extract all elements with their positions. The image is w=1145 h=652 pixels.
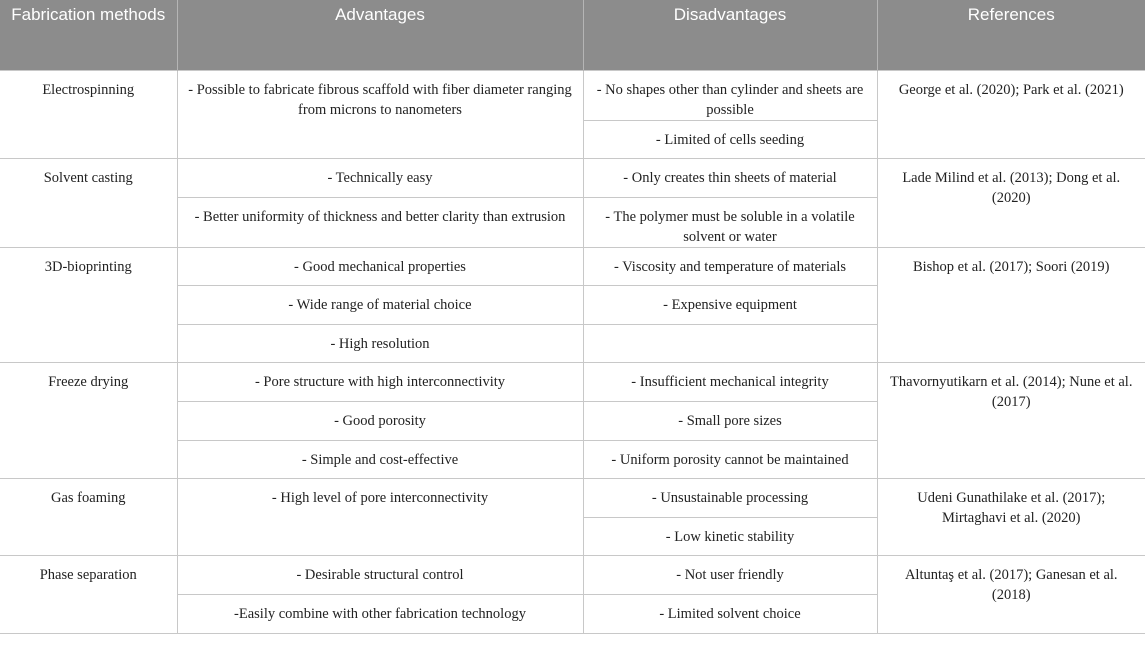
references-cell: George et al. (2020); Park et al. (2021) (877, 70, 1145, 159)
method-cell: Solvent casting (0, 159, 177, 248)
advantage-cell: -Easily combine with other fabrication technology (177, 595, 583, 634)
disadvantage-cell: - Viscosity and temperature of materials (583, 247, 877, 286)
advantage-cell: - Good mechanical properties (177, 247, 583, 286)
references-cell: Bishop et al. (2017); Soori (2019) (877, 247, 1145, 363)
table-row (0, 479, 1145, 518)
references-cell: Altuntaş et al. (2017); Ganesan et al. (2018) (877, 556, 1145, 633)
advantage-cell: - Technically easy (177, 159, 583, 198)
advantage-cell: - Wide range of material choice (177, 286, 583, 325)
disadvantage-cell: - Expensive equipment (583, 286, 877, 325)
table-row (0, 159, 1145, 198)
advantage-cell: - Better uniformity of thickness and better clarity than extrusion (177, 197, 583, 247)
references-cell: Lade Milind et al. (2013); Dong et al. (2020) (877, 159, 1145, 248)
method-cell: Electrospinning (0, 70, 177, 159)
disadvantage-cell: - Small pore sizes (583, 402, 877, 441)
references-cell: Thavornyutikarn et al. (2014); Nune et al. (2017) (877, 363, 1145, 479)
header-row (0, 0, 1145, 70)
method-cell: Freeze drying (0, 363, 177, 479)
header-references: References (877, 0, 1145, 70)
table-row (0, 363, 1145, 402)
disadvantage-cell: - Limited of cells seeding (583, 120, 877, 159)
method-cell: 3D-bioprinting (0, 247, 177, 363)
advantage-cell: - Pore structure with high interconnectivity (177, 363, 583, 402)
disadvantage-cell: - Uniform porosity cannot be maintained (583, 440, 877, 479)
disadvantage-cell: - Not user friendly (583, 556, 877, 595)
advantage-cell: - High level of pore interconnectivity (177, 479, 583, 556)
method-cell: Phase separation (0, 556, 177, 633)
disadvantage-cell: - Low kinetic stability (583, 517, 877, 556)
table-row (0, 556, 1145, 595)
advantage-cell: - Simple and cost-effective (177, 440, 583, 479)
advantage-cell: - Possible to fabricate fibrous scaffold with fiber diameter ranging from microns to nanometers (177, 70, 583, 159)
table-row (0, 247, 1145, 286)
disadvantage-cell: - No shapes other than cylinder and sheets are possible (583, 70, 877, 120)
disadvantage-cell: - Only creates thin sheets of material (583, 159, 877, 198)
method-cell: Gas foaming (0, 479, 177, 556)
table-row (0, 70, 1145, 120)
references-cell: Udeni Gunathilake et al. (2017); Mirtaghavi et al. (2020) (877, 479, 1145, 556)
disadvantage-cell: - Insufficient mechanical integrity (583, 363, 877, 402)
disadvantage-cell: - The polymer must be soluble in a volatile solvent or water (583, 197, 877, 247)
header-advantages: Advantages (177, 0, 583, 70)
advantage-cell: - Desirable structural control (177, 556, 583, 595)
header-fabrication-methods: Fabrication methods (0, 0, 177, 70)
header-disadvantages: Disadvantages (583, 0, 877, 70)
advantage-cell: - High resolution (177, 324, 583, 363)
disadvantage-cell (583, 324, 877, 363)
disadvantage-cell: - Limited solvent choice (583, 595, 877, 634)
disadvantage-cell: - Unsustainable processing (583, 479, 877, 518)
advantage-cell: - Good porosity (177, 402, 583, 441)
